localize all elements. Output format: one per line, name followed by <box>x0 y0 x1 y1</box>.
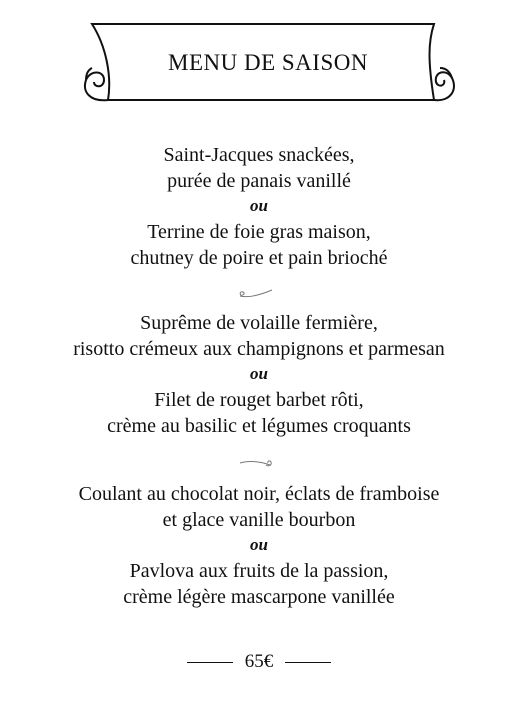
dish-line: Pavlova aux fruits de la passion, <box>129 560 389 582</box>
or-separator: ou <box>250 364 268 383</box>
menu-banner <box>78 16 458 108</box>
menu-title: MENU DE SAISON <box>168 50 368 75</box>
dish-line: purée de panais vanillé <box>167 170 351 192</box>
flourish-icon <box>236 456 276 472</box>
dish-line: risotto crémeux aux champignons et parmesan <box>73 338 445 360</box>
dish-line: et glace vanille bourbon <box>162 509 356 531</box>
price-row <box>0 648 518 676</box>
menu-price: 65€ <box>244 651 274 672</box>
dish-line: chutney de poire et pain brioché <box>130 247 388 269</box>
dish-line: Saint-Jacques snackées, <box>163 144 355 166</box>
dish-line: Coulant au chocolat noir, éclats de framboise <box>78 483 440 505</box>
course-dessert <box>0 481 518 610</box>
course-main <box>0 310 518 439</box>
dish-line: Suprême de volaille fermière, <box>140 312 378 334</box>
dish-line: Filet de rouget barbet rôti, <box>154 389 364 411</box>
dish-line: crème légère mascarpone vanillée <box>123 586 395 608</box>
course-starter <box>0 142 518 271</box>
or-separator: ou <box>250 535 268 554</box>
price-rule-left <box>187 662 233 663</box>
or-separator: ou <box>250 196 268 215</box>
dish-line: Terrine de foie gras maison, <box>147 221 371 243</box>
flourish-icon <box>236 286 276 302</box>
dish-line: crème au basilic et légumes croquants <box>107 415 411 437</box>
price-rule-right <box>285 662 331 663</box>
